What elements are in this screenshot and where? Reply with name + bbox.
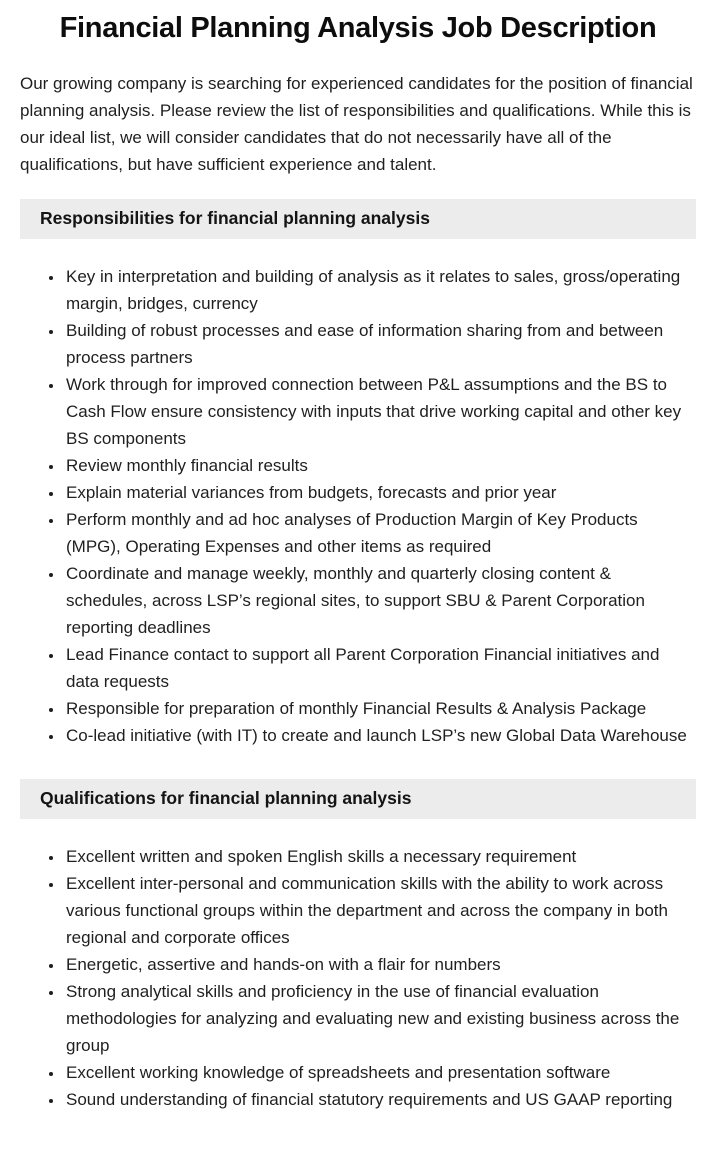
list-item: • Co-lead initiative (with IT) to create and launch LSP’s new Global Data Warehouse — [64, 722, 696, 749]
responsibilities-heading: Responsibilities for financial planning analysis — [40, 208, 430, 229]
list-item: • Sound understanding of financial statutory requirements and US GAAP reporting — [64, 1086, 696, 1113]
page-title: Financial Planning Analysis Job Description — [59, 12, 657, 44]
list-item: • Energetic, assertive and hands-on with a flair for numbers — [64, 951, 696, 978]
list-item: • Excellent working knowledge of spreadsheets and presentation software — [64, 1059, 696, 1086]
list-item: • Responsible for preparation of monthly Financial Results & Analysis Package — [64, 695, 696, 722]
list-item: • Perform monthly and ad hoc analyses of Production Margin of Key Products (MPG), Operating Expenses and other items as required — [64, 506, 696, 560]
qualifications-heading: Qualifications for financial planning analysis — [40, 788, 412, 809]
list-item: • Key in interpretation and building of analysis as it relates to sales, gross/operating margin, bridges, currency — [64, 263, 696, 317]
list-item: • Building of robust processes and ease of information sharing from and between process partners — [64, 317, 696, 371]
section-header — [20, 199, 696, 239]
list-item: • Excellent written and spoken English skills a necessary requirement — [64, 843, 696, 870]
responsibilities-section — [20, 199, 696, 749]
list-item: • Excellent inter-personal and communication skills with the ability to work across various functional groups within the department and across the company in both regional and corporate offices — [64, 870, 696, 951]
list-item: • Coordinate and manage weekly, monthly and quarterly closing content & schedules, across LSP’s regional sites, to support SBU & Parent Corporation reporting deadlines — [64, 560, 696, 641]
intro-paragraph: Our growing company is searching for experienced candidates for the position of financial planning analysis. Please review the list of responsibilities and qualifications. While this is our ideal list, we will consider candidates that do not necessarily have all of the qualifications, but have sufficient experience and talent. — [20, 74, 693, 175]
list-item: • Work through for improved connection between P&L assumptions and the BS to Cash Flow ensure consistency with inputs that drive working capital and other key BS components — [64, 371, 696, 452]
list-item: • Strong analytical skills and proficiency in the use of financial evaluation methodologies for analyzing and evaluating new and existing business across the group — [64, 978, 696, 1059]
section-header — [20, 779, 696, 819]
list-item: • Explain material variances from budgets, forecasts and prior year — [64, 479, 696, 506]
responsibilities-list — [20, 263, 696, 749]
list-item: • Review monthly financial results — [64, 452, 696, 479]
qualifications-section — [20, 779, 696, 1113]
qualifications-list — [20, 843, 696, 1113]
list-item: • Lead Finance contact to support all Parent Corporation Financial initiatives and data requests — [64, 641, 696, 695]
